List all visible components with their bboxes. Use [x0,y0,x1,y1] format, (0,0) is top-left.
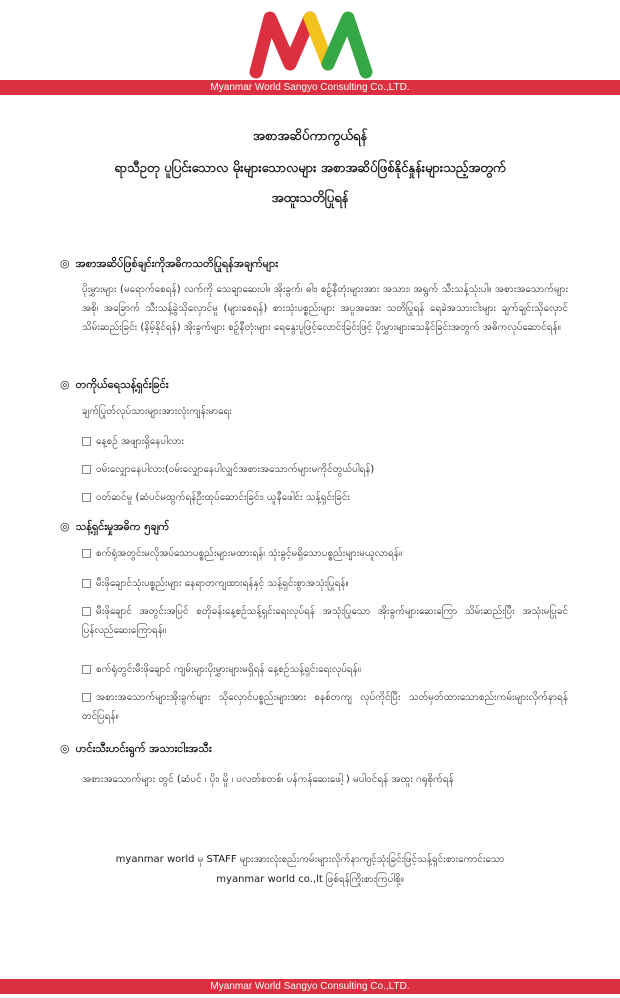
checklist-item: အစားအသောက်များအိုးခွက်များ သိုလှောင်ပစ္စည်းများအား စနစ်တကျ လုပ်ကိုင်ပြီး သတ်မှတ်ထားသောစည်းကမ်းများလိုက်နာရန် တင်ပြရန်။ [82,692,568,722]
checklist-item: စက်ရုံအတွင်းမလိုအပ်သောပစ္စည်းများမထားရန်၊ သုံးခွင့်မရှိသောပစ္စည်းများမယူလာရန်။ [82,546,402,561]
mwsc-logo [248,6,378,80]
checkbox-icon [82,437,91,446]
company-banner-top: Myanmar World Sangyo Consulting Co.,LTD. [0,80,620,95]
bullet-icon: ◎ [60,520,70,533]
checkbox-icon [82,607,91,616]
checklist-item: နေ့စဥ် အဖျားရှိနေပါလား [82,434,184,449]
checklist-item: ဝတ်ဆင်မှု (ဆံပင်မထွက်ရန်ဦးထုပ်ဆောင်းခြင်း၊ ယူနီဖေါင်း သန့်ရှင်းခြင်း [82,490,350,505]
bullet-icon: ◎ [60,378,70,391]
company-banner-bottom: Myanmar World Sangyo Consulting Co.,LTD. [0,979,620,994]
checklist-item: မီးဖိုချောင်သုံးပစ္စည်းများ နေရာတကျထားရန်နှင့် သန့်ရှင်းစွာအသုံးပြုရန်။ [82,576,349,591]
section-heading-five-points: ◎ သန့်ရှင်းမှုအဓိက ၅ချက် [60,520,170,533]
footer-note-line-1: myanmar world မှ STAFF များအားလုံးစည်းကမ်းများလိုက်နာကျင့်သုံးခြင်းဖြင့်သန့်ရှင်းစားကောင်းသော [115,854,505,865]
checkbox-icon [82,579,91,588]
section-heading-produce: ◎ ဟင်းသီးဟင်းရွက် အသားငါးအသီး [60,742,212,755]
section-intro-health: ချက်ပြုတ်လုပ်သားများအားလုံးကျန်းမာရေး [82,406,232,417]
section-paragraph-food-poisoning: ပိုးမွှားများ (မရောက်စေရန်) လက်ကို သေချာဆေးပါ။ အိုးခွက်၊ ဓါး၊ စဥ့်နီတုံးများအား အသား၊ အရွက် သီးသန့်သုံးပါ။ အစားအသောက်များ အစို၊ အခြောက် သီးသန့်ခွဲသိုလှောင်မှု (များစေရန်) စားသုံးပစ္စည်းများ အပူအအေး သတိပြုရန် ရေခဲအသားငါးများ ချက်ချင်းသိုလှောင်သိမ်းဆည်းခြင်း (နိမ့်နိုင်ရန်) အိုးခွက်များ စဥ့်နီတုံးများ ရေနွေးပူဖြင့်လောင်းခြင်းဖြင့် ပိုးမွှားများသေနိုင်ခြင်းအတွက် အဓိကလုပ်ဆောင်ရန်။ [82,284,568,333]
checklist-item: ဝမ်းလျှောနေပါလား(ဝမ်းလျှောနေပါလျှင်အစားအသောက်များမကိုင်တွယ်ပါရန်) [82,462,374,477]
checkbox-icon [82,549,91,558]
checkbox-icon [82,693,91,702]
bullet-icon: ◎ [60,742,70,755]
checkbox-icon [82,665,91,674]
document-title-line-2: ရာသီဥတု ပူပြင်းသောလ မိုးများသောလများ အစာအဆိပ်ဖြစ်နိုင်နှုန်းများသည့်အတွက် [114,161,506,176]
section-paragraph-produce: အစားအသောက်များ တွင် (ဆံပင် ၊ ပိုး၊ မှို ၊ ပလတ်စတစ်၊ ပန်ကန်ဆေးဖေါ့ ) မပါဝင်ရန် အထူး ဂရုစိုက်ရန် [82,774,454,785]
footer-note-line-2: myanmar world co.,lt ဖြစ်ရန်ကြိုးစားကြပါစို့။ [216,874,404,885]
section-heading-personal-hygiene: ◎ တကိုယ်ရေသန့်ရှင်းခြင်း [60,378,169,391]
bullet-icon: ◎ [60,257,70,270]
section-heading-food-poisoning: ◎ အစာအဆိပ်ဖြစ်ချင်းကိုအဓိကသတိပြုရန်အချက်များ [60,257,278,270]
checklist-item: မီးဖိုချောင် အတွင်းအပြင် စတိုခန်းနေ့စဥ်သန့်ရှင်းရေးလုပ်ရန် အသုံးပြုသော အိုးခွက်များဆေးကြော သိမ်းဆည်းပြီး အသုံးမပြုခင်ပြန်လည်ဆေးကြောရန်။ [82,606,568,636]
checkbox-icon [82,493,91,502]
document-title-line-1: အစာအဆိပ်ကာကွယ်ရန် [252,129,368,144]
checklist-item: စက်ရုံတွင်းမီးဖိုချောင် ကျမ်းများပိုးမွှားများမရှိရန် နေ့စဥ်သန့်ရှင်းရေးလုပ်ရန်။ [82,662,361,677]
document-title-line-3: အထူးသတိပြုရန် [271,191,349,206]
checkbox-icon [82,465,91,474]
